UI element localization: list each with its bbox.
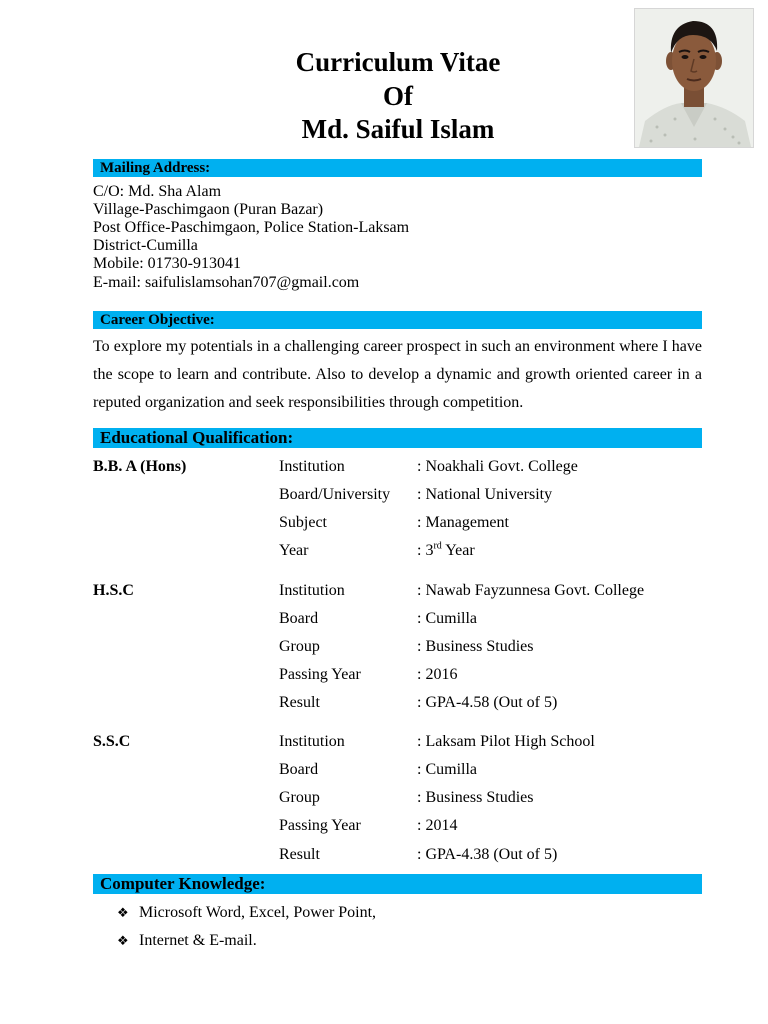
edu-field: Passing Year — [279, 817, 361, 834]
edu-field: Result — [279, 846, 320, 863]
address-village: Village-Paschimgaon (Puran Bazar) — [93, 201, 324, 218]
edu-level-bba: B.B. A (Hons) — [93, 458, 187, 475]
edu-value: : Management — [417, 514, 509, 531]
cv-title: Curriculum Vitae — [295, 47, 501, 77]
address-post-office: Post Office-Paschimgaon, Police Station-Laksam — [93, 219, 410, 236]
address-district: District-Cumilla — [93, 237, 198, 254]
cv-title-of: Of — [383, 81, 413, 111]
profile-photo — [634, 8, 754, 148]
edu-field: Institution — [279, 733, 345, 750]
edu-field: Result — [279, 694, 320, 711]
edu-field: Subject — [279, 514, 327, 531]
list-item: ❖ Microsoft Word, Excel, Power Point, — [117, 903, 376, 924]
edu-value: : 2014 — [417, 817, 458, 834]
edu-value: : GPA-4.58 (Out of 5) — [417, 694, 558, 711]
section-mailing-address: Mailing Address: — [93, 159, 702, 177]
edu-value: : Business Studies — [417, 789, 534, 806]
edu-field: Institution — [279, 582, 345, 599]
edu-value: : National University — [417, 486, 553, 503]
edu-field: Board — [279, 761, 319, 778]
section-career-objective: Career Objective: — [93, 311, 702, 329]
edu-value-year: : 3rd Year — [417, 540, 475, 559]
edu-value: : Cumilla — [417, 761, 477, 778]
list-item: ❖ Internet & E-mail. — [117, 931, 257, 952]
edu-value: : Nawab Fayzunnesa Govt. College — [417, 582, 645, 599]
address-email: E-mail: saifulislamsohan707@gmail.com — [93, 274, 360, 291]
edu-value: : Business Studies — [417, 638, 534, 655]
edu-value: : Laksam Pilot High School — [417, 733, 595, 750]
edu-field: Group — [279, 638, 320, 655]
edu-field: Board — [279, 610, 319, 627]
edu-value: : 2016 — [417, 666, 458, 683]
edu-value: : Cumilla — [417, 610, 477, 627]
edu-value: : GPA-4.38 (Out of 5) — [417, 846, 558, 863]
address-mobile: Mobile: 01730-913041 — [93, 255, 241, 272]
section-educational-qualification: Educational Qualification: — [93, 428, 702, 448]
edu-field: Board/University — [279, 486, 391, 503]
diamond-bullet-icon: ❖ — [117, 934, 129, 949]
diamond-bullet-icon: ❖ — [117, 906, 129, 921]
edu-value: : Noakhali Govt. College — [417, 458, 578, 475]
edu-level-hsc: H.S.C — [93, 582, 134, 599]
edu-level-ssc: S.S.C — [93, 733, 131, 750]
address-care-of: C/O: Md. Sha Alam — [93, 183, 222, 200]
edu-field: Institution — [279, 458, 345, 475]
career-objective-text: To explore my potentials in a challenging career prospect in such an environment where I have the scope to learn and contribute. Also to develop a dynamic and growth oriented career in a reputed organization and seek responsibilities through competition. — [93, 338, 702, 411]
edu-field: Year — [279, 542, 309, 559]
edu-field: Passing Year — [279, 666, 361, 683]
cv-name: Md. Saiful Islam — [301, 114, 495, 144]
edu-field: Group — [279, 789, 320, 806]
section-computer-knowledge: Computer Knowledge: — [93, 874, 702, 894]
